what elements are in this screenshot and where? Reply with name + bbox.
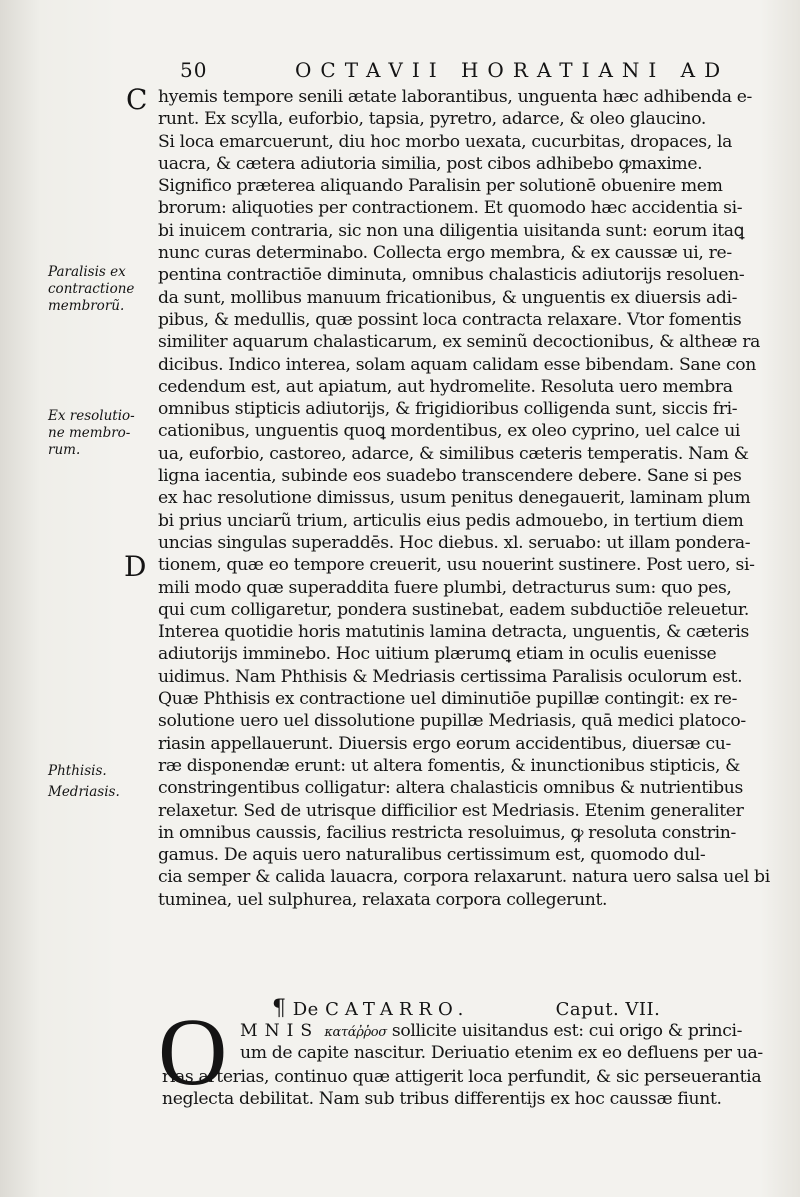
text-line: uacra, & cætera adiutoria similia, post cibos adhibebo ꝙmaxime.: [158, 153, 703, 174]
chapter-line-text: sollicite uisitandus est: cui origo & princi-: [391, 1021, 743, 1041]
side-note-phthisis: [48, 763, 148, 780]
side-note-line: contractione: [48, 281, 135, 297]
text-line: Significo præterea aliquando Paralisin per solutionē obuenire mem: [158, 176, 723, 197]
chapter-continuation: [162, 1066, 770, 1111]
text-line: adiutorijs imminebo. Hoc uitium plærumꝗ etiam in oculis euenisse: [158, 644, 717, 665]
text-line: gamus. De aquis uero naturalibus certissimum est, quomodo dul-: [158, 845, 706, 866]
text-line: Si loca emarcuerunt, diu hoc morbo uexata, cucurbitas, dropaces, la: [158, 131, 733, 152]
text-line: relaxetur. Sed de utrisque difficilior est Medriasis. Etenim generaliter: [158, 800, 744, 821]
text-line: da sunt, mollibus manuum fricationibus, & unguentis ex diuersis adi-: [158, 287, 738, 308]
chapter-line: [240, 1042, 770, 1064]
chapter-line: [240, 1020, 770, 1042]
drop-cap-initial: O: [158, 998, 228, 1105]
chapter-line-text: um de capite nascitur. Deriuatio etenim ex eo defluens per ua-: [240, 1043, 763, 1064]
side-note-line: ne membro-: [48, 425, 131, 441]
chapter-heading: [272, 998, 660, 1021]
text-line: ex hac resolutione dimissus, usum penitus denegauerit, laminam plum: [158, 488, 751, 509]
text-line: solutione uero uel dissolutione pupillæ Medriasis, quā medici platoco-: [158, 711, 746, 732]
margin-letter-d: D: [124, 550, 147, 583]
side-note-resolutione: [48, 408, 148, 459]
chapter-line: rias arterias, continuo quæ attigerit loca perfundit, & sic perseuerantia: [162, 1067, 762, 1087]
side-note-line: Ex resolutio-: [48, 408, 135, 424]
chapter-line: neglecta debilitat. Nam sub tribus differentijs ex hoc caussæ fiunt.: [162, 1089, 722, 1110]
text-line: ligna iacentia, subinde eos suadebo transcendere debere. Sane si pes: [158, 466, 742, 487]
text-line: omnibus stipticis adiutorijs, & frigidioribus colligenda sunt, siccis fri-: [158, 399, 738, 420]
text-line: constringentibus colligatur: altera chalasticis omnibus & nutrientibus: [158, 778, 743, 799]
side-note-line: Phthisis.: [48, 763, 107, 779]
text-line: nunc curas determinabo. Collecta ergo membra, & ex caussæ ui, re-: [158, 243, 732, 264]
text-line: uncias singulas superaddēs. Hoc diebus. xl. seruabo: ut illam pondera-: [158, 532, 751, 553]
side-note-line: Medriasis.: [48, 784, 120, 800]
text-line: Quæ Phthisis ex contractione uel diminutiōe pupillæ contingit: ex re-: [158, 689, 738, 710]
body-text: [158, 86, 770, 911]
chapter-first-word: MNIS: [240, 1021, 320, 1041]
text-line: cedendum est, aut apiatum, aut hydromelite. Resoluta uero membra: [158, 376, 733, 397]
running-title: OCTAVII HORATIANI AD: [295, 58, 730, 82]
text-line: tuminea, uel sulphurea, relaxata corpora collegerunt.: [158, 889, 608, 910]
side-note-line: rum.: [48, 442, 81, 458]
text-line: qui cum colligaretur, pondera sustinebat, eadem subductiōe releuetur.: [158, 599, 750, 620]
text-line: ræ disponendæ erunt: ut altera fomentis, & inunctionibus stipticis, &: [158, 755, 741, 776]
text-line: pibus, & medullis, quæ possint loca contracta relaxare. Vtor fomentis: [158, 309, 742, 330]
text-line: mili modo quæ superaddita fuere plumbi, detracturus sum: quo pes,: [158, 577, 732, 598]
text-line: pentina contractiōe diminuta, omnibus chalasticis adiutorijs resoluen-: [158, 265, 745, 286]
chapter-title: CATARRO.: [325, 999, 470, 1020]
text-line: runt. Ex scylla, euforbio, tapsia, pyretro, adarce, & oleo glaucino.: [158, 109, 707, 130]
text-line: bi prius unciarũ trium, articulis eius pedis admouebo, in tertium diem: [158, 510, 744, 531]
side-note-line: membrorũ.: [48, 298, 125, 314]
side-note-paralisis: [48, 264, 148, 315]
chapter-title-prefix: De: [292, 999, 319, 1020]
text-line: hyemis tempore senili ætate laborantibus, unguenta hæc adhibenda e-: [158, 87, 753, 107]
text-line: bi inuicem contraria, sic non una diligentia uisitanda sunt: eorum itaꝗ: [158, 220, 745, 241]
chapter-opening: [240, 1020, 770, 1065]
text-line: cia semper & calida lauacra, corpora relaxarunt. natura uero salsa uel bi: [158, 867, 770, 888]
page-number: 50: [180, 58, 208, 82]
margin-letter-c: C: [126, 83, 148, 116]
side-note-medriasis: [48, 784, 148, 801]
greek-term: κατάῤῥοσ: [324, 1025, 387, 1040]
text-line: dicibus. Indico interea, solam aquam calidam esse bibendam. Sane con: [158, 354, 756, 375]
text-line: brorum: aliquoties per contractionem. Et quomodo hæc accidentia si-: [158, 198, 743, 219]
paragraph-mark: ¶: [272, 996, 287, 1021]
text-line: riasin appellauerunt. Diuersis ergo eorum accidentibus, diuersæ cu-: [158, 733, 731, 754]
text-line: in omnibus caussis, facilius restricta resoluimus, ꝙ resoluta constrin-: [158, 822, 736, 843]
text-line: uidimus. Nam Phthisis & Medriasis certissima Paralisis oculorum est.: [158, 666, 743, 687]
side-note-line: Paralisis ex: [48, 264, 126, 280]
chapter-number: Caput. VII.: [555, 999, 661, 1020]
page-header: [180, 58, 740, 88]
text-line: similiter aquarum chalasticarum, ex seminũ decoctionibus, & altheæ ra: [158, 332, 760, 353]
text-line: tionem, quæ eo tempore creuerit, usu nouerint sustinere. Post uero, si-: [158, 555, 755, 576]
text-line: cationibus, unguentis quoꝗ mordentibus, ex oleo cyprino, uel calce ui: [158, 421, 741, 442]
text-line: ua, euforbio, castoreo, adarce, & similibus cæteris temperatis. Nam &: [158, 443, 749, 464]
text-line: Interea quotidie horis matutinis lamina detracta, unguentis, & cæteris: [158, 622, 750, 643]
